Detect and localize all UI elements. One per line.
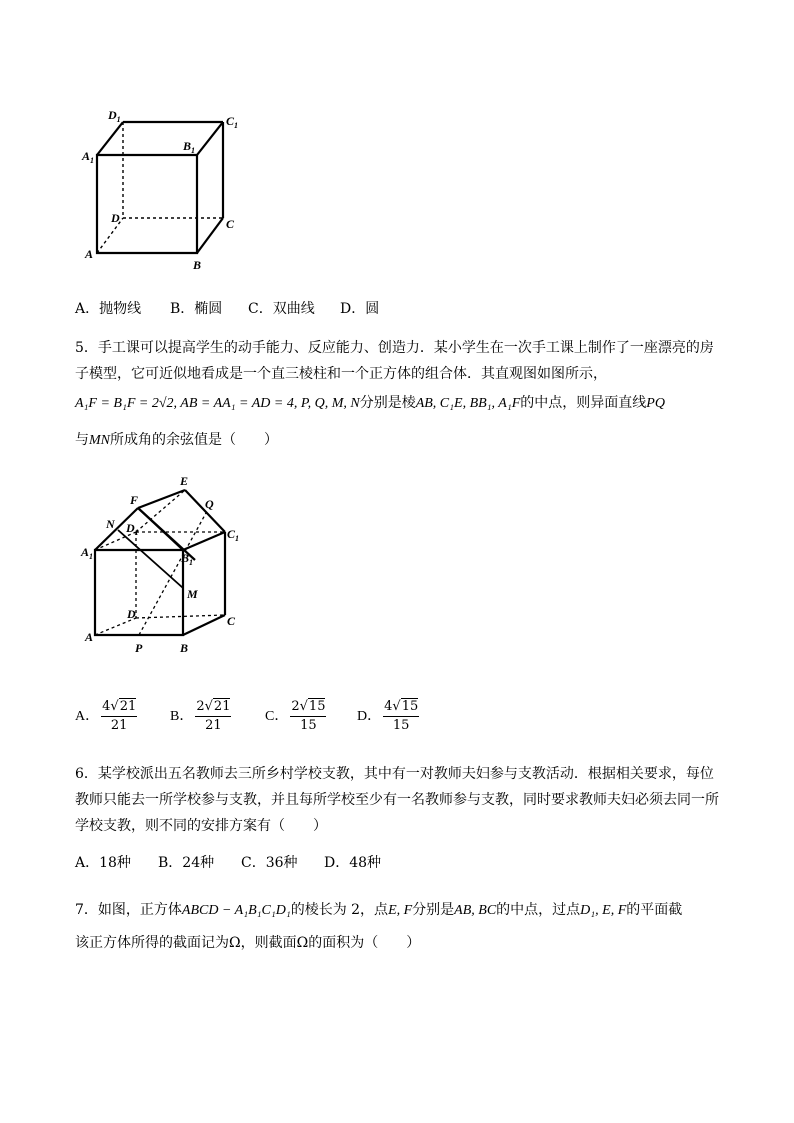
q5-options — [75, 698, 447, 735]
q5-line4-pre: 与 — [75, 432, 89, 448]
q7-text-4: 的中点，过点 — [496, 902, 581, 918]
q5-option-a: A． $\frac{4√21}{21}$ — [75, 699, 137, 733]
q5-line2: 子模型，它可近似地看成是一个直三棱柱和一个正方体的组合体．其直观图如图所示， — [75, 366, 607, 382]
house-model-figure — [80, 470, 260, 660]
q7-line2: 该正方体所得的截面记为Ω，则截面Ω的面积为（ ） — [75, 935, 421, 951]
label-A1: $A_1$ — [81, 545, 94, 561]
label-F: F — [130, 493, 139, 507]
q6-line3: 学校支教，则不同的安排方案有（ ） — [75, 818, 327, 834]
q7-text-2: 的棱长为 2，点 — [290, 902, 389, 918]
q5-pq-math: PQ — [646, 396, 665, 411]
q5-line4 — [75, 430, 278, 451]
label-A: A — [85, 630, 94, 644]
label-C: C — [227, 614, 236, 628]
label-D1: $D_1$ — [126, 521, 139, 537]
q5-option-b: B． $\frac{2√21}{21}$ — [170, 699, 231, 733]
label-N: N — [106, 517, 115, 531]
q6-option-b: B．24种 — [158, 855, 215, 871]
label-B1: $B_1$ — [181, 551, 194, 567]
label-C: C — [226, 217, 235, 231]
label-Q: Q — [205, 497, 214, 511]
q4-option-b: B．椭圆 — [170, 301, 223, 317]
label-C1: $C_1$ — [227, 527, 240, 543]
q7-ab-bc-math: AB, BC — [454, 903, 497, 918]
q7-text-1: 7．如图，正方体 — [75, 902, 182, 918]
q6-option-a: A．18种 — [75, 855, 131, 871]
q6-option-d: D．48种 — [324, 855, 382, 871]
label-E: E — [180, 474, 189, 488]
q4-option-a: A．抛物线 — [75, 301, 142, 317]
q5-mn-math: MN — [89, 433, 110, 448]
label-B1: $B_1$ — [183, 139, 196, 155]
q5-option-c: C． $\frac{2√15}{15}$ — [265, 699, 326, 733]
q7-points-math: D₁, E, F — [580, 903, 627, 918]
q5-line4-text: 所成角的余弦值是（ ） — [110, 432, 278, 448]
label-D: D — [111, 211, 120, 225]
q7-text-3: 分别是 — [412, 902, 455, 918]
q7-text-5: 的平面截 — [626, 902, 683, 918]
q5-option-d: D． $\frac{4√15}{15}$ — [357, 699, 419, 733]
q6-option-c: C．36种 — [241, 855, 298, 871]
q7-line1 — [75, 900, 682, 921]
q7-cube-math: ABCD − A₁B₁C₁D₁ — [181, 903, 291, 918]
q5-line3 — [75, 393, 665, 414]
label-M: M — [187, 587, 198, 601]
label-B: B — [180, 641, 189, 655]
q6-line1: 6．某学校派出五名教师去三所乡村学校支教，其中有一对教师夫妇参与支教活动．根据相关要求，每位 — [75, 766, 714, 782]
cube-front-face — [97, 155, 197, 253]
q5-line3-text: 分别是棱 — [359, 395, 416, 411]
label-P: P — [135, 641, 143, 655]
label-B: B — [193, 258, 202, 272]
q4-option-d: D．圆 — [340, 301, 380, 317]
label-C1: $C_1$ — [226, 114, 239, 130]
label-D: D — [127, 607, 136, 621]
q5-condition-math: A₁F = B₁F = 2√2, AB = AA₁ = AD = 4, P, Q, M, N — [75, 396, 360, 411]
q4-option-c: C．双曲线 — [248, 301, 315, 317]
cube-figure — [80, 100, 250, 275]
q7-ef-math: E, F — [388, 903, 413, 918]
q5-line3-text2: 的中点，则异面直线 — [520, 395, 647, 411]
q6-line2: 教师只能去一所学校参与支教，并且每所学校至少有一名教师参与支教，同时要求教师夫妇必须去同一所 — [75, 792, 719, 808]
q5-line1: 5．手工课可以提高学生的动手能力、反应能力、创造力．某小学生在一次手工课上制作了一座漂亮的房 — [75, 340, 714, 356]
q5-edges-math: AB, C₁E, BB₁, A₁F — [415, 396, 521, 411]
label-A: A — [85, 247, 94, 261]
label-A1: $A_1$ — [82, 149, 95, 165]
label-D1: $D_1$ — [108, 108, 121, 124]
